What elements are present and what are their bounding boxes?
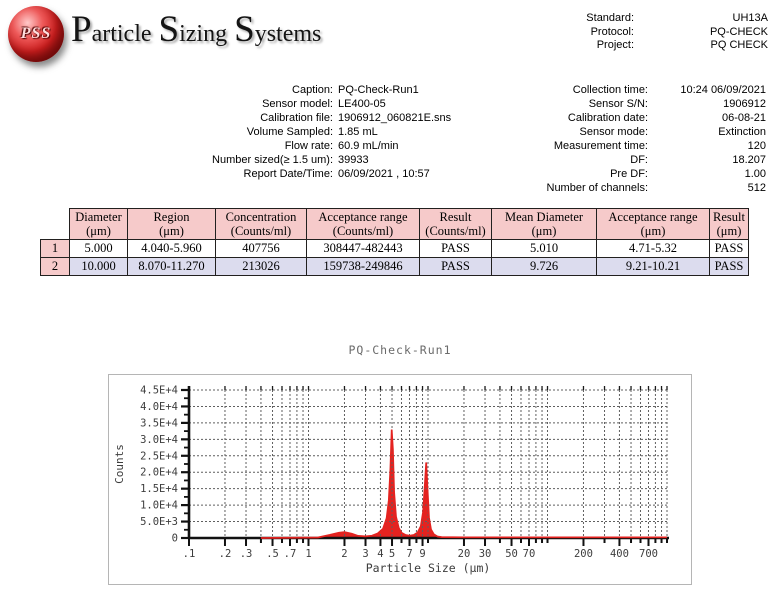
svg-text:70: 70 <box>522 548 536 560</box>
table-corner-cell <box>41 209 70 240</box>
svg-text:2: 2 <box>341 548 348 560</box>
cell-mean-diameter: 9.726 <box>492 258 597 276</box>
protocol-label: Protocol: <box>590 25 634 38</box>
svg-text:3.5E+4: 3.5E+4 <box>140 417 178 430</box>
sensor-mode-label: Sensor mode: <box>579 126 648 138</box>
pss-logo-text: PSS <box>20 25 52 42</box>
caption-value: PQ-Check-Run1 <box>338 84 419 96</box>
row-number: 1 <box>41 240 70 258</box>
channels-label: Number of channels: <box>546 182 648 194</box>
col-header-concentration: Concentration (Counts/ml) <box>216 209 307 240</box>
svg-text:4.5E+4: 4.5E+4 <box>140 384 178 397</box>
measurement-time-label: Measurement time: <box>553 140 648 152</box>
svg-text:1: 1 <box>305 548 312 560</box>
svg-text:4: 4 <box>377 548 384 560</box>
chart-svg <box>109 375 691 584</box>
standard-value: UH13A <box>732 12 768 24</box>
col-header-acceptance-um: Acceptance range (μm) <box>597 209 710 240</box>
calibration-file-value: 1906912_060821E.sns <box>338 112 452 124</box>
svg-text:20: 20 <box>457 548 471 560</box>
cell-diameter: 10.000 <box>70 258 128 276</box>
table-header-row <box>41 209 749 240</box>
sensor-model-label: Sensor model: <box>262 98 333 110</box>
header-meta <box>586 12 768 53</box>
caption-label: Caption: <box>292 84 333 96</box>
col-header-result-um: Result (μm) <box>710 209 749 240</box>
svg-text:3: 3 <box>362 548 369 560</box>
svg-text:.7: .7 <box>283 548 297 560</box>
sensor-mode-value: Extinction <box>718 126 766 138</box>
cell-region: 4.040-5.960 <box>128 240 216 258</box>
svg-text:5: 5 <box>388 548 396 560</box>
number-sized-value: 39933 <box>338 154 369 166</box>
cell-acceptance-um: 9.21-10.21 <box>597 258 710 276</box>
brand-low: article <box>91 21 152 47</box>
cell-result-counts: PASS <box>420 240 492 258</box>
df-label: DF: <box>630 154 648 166</box>
svg-text:0: 0 <box>171 532 178 545</box>
svg-text:3.0E+4: 3.0E+4 <box>140 433 178 446</box>
cell-region: 8.070-11.270 <box>128 258 216 276</box>
cell-concentration: 213026 <box>216 258 307 276</box>
brand-cap: P <box>71 9 92 50</box>
report-datetime-label: Report Date/Time: <box>243 168 333 180</box>
standard-label: Standard: <box>586 12 634 24</box>
row-number: 2 <box>41 258 70 276</box>
collection-info <box>547 83 767 195</box>
col-header-result-counts: Result (Counts/ml) <box>420 209 492 240</box>
col-header-mean-diameter: Mean Diameter (μm) <box>492 209 597 240</box>
calibration-date-label: Calibration date: <box>567 112 648 124</box>
brand-name <box>71 8 328 51</box>
volume-sampled-label: Volume Sampled: <box>246 126 333 138</box>
flow-rate-label: Flow rate: <box>284 140 333 152</box>
svg-text:7: 7 <box>406 548 413 560</box>
cell-acceptance-counts: 159738-249846 <box>307 258 420 276</box>
svg-text:Counts: Counts <box>113 444 126 484</box>
project-value: PQ CHECK <box>710 39 768 51</box>
protocol-value: PQ-CHECK <box>709 25 768 38</box>
svg-text:.2: .2 <box>218 548 232 560</box>
svg-text:2.5E+4: 2.5E+4 <box>140 450 178 463</box>
run-info <box>95 83 451 181</box>
svg-text:Particle Size (μm): Particle Size (μm) <box>365 561 491 575</box>
table-row <box>41 258 749 276</box>
cell-mean-diameter: 5.010 <box>492 240 597 258</box>
results-table <box>40 208 749 276</box>
channels-value: 512 <box>747 182 766 194</box>
chart-title: PQ-Check-Run1 <box>348 343 452 357</box>
cell-concentration: 407756 <box>216 240 307 258</box>
cell-result-um: PASS <box>710 240 749 258</box>
svg-text:.3: .3 <box>239 548 253 560</box>
svg-text:30: 30 <box>478 548 492 560</box>
sensor-model-value: LE400-05 <box>338 98 386 110</box>
calibration-file-label: Calibration file: <box>260 112 333 124</box>
cell-result-um: PASS <box>710 258 749 276</box>
brand-low: izing <box>179 21 228 47</box>
pss-logo <box>8 6 64 62</box>
number-sized-label: Number sized(≥ 1.5 um): <box>212 154 333 166</box>
svg-text:200: 200 <box>573 548 593 560</box>
pre-df-label: Pre DF: <box>610 168 648 180</box>
svg-text:1.5E+4: 1.5E+4 <box>140 483 178 496</box>
svg-text:.1: .1 <box>182 548 196 560</box>
sensor-sn-label: Sensor S/N: <box>588 98 648 110</box>
svg-text:400: 400 <box>609 548 629 560</box>
col-header-region: Region (μm) <box>128 209 216 240</box>
svg-text:50: 50 <box>505 548 518 560</box>
calibration-date-value: 06-08-21 <box>721 112 766 124</box>
sensor-sn-value: 1906912 <box>723 98 766 110</box>
volume-sampled-value: 1.85 mL <box>338 126 378 138</box>
flow-rate-value: 60.9 mL/min <box>338 140 399 152</box>
cell-acceptance-um: 4.71-5.32 <box>597 240 710 258</box>
chart-panel <box>108 374 692 585</box>
brand-low: ystems <box>254 21 322 47</box>
col-header-diameter: Diameter (μm) <box>70 209 128 240</box>
pre-df-value: 1.00 <box>744 168 766 180</box>
measurement-time-value: 120 <box>747 140 766 152</box>
col-header-acceptance-counts: Acceptance range (Counts/ml) <box>307 209 420 240</box>
svg-text:9: 9 <box>419 548 426 560</box>
svg-text:4.0E+4: 4.0E+4 <box>140 400 178 413</box>
project-label: Project: <box>596 39 634 51</box>
table-row <box>41 240 749 258</box>
svg-text:700: 700 <box>639 548 658 560</box>
svg-text:.5: .5 <box>266 548 279 560</box>
svg-text:1.0E+4: 1.0E+4 <box>140 499 178 512</box>
svg-text:2.0E+4: 2.0E+4 <box>140 466 178 479</box>
collection-time-label: Collection time: <box>572 84 648 96</box>
brand-cap: S <box>158 9 180 50</box>
df-value: 18.207 <box>732 154 766 166</box>
collection-time-value: 10:24 06/09/2021 <box>680 84 766 96</box>
brand-cap: S <box>234 9 255 50</box>
cell-acceptance-counts: 308447-482443 <box>307 240 420 258</box>
svg-text:5.0E+3: 5.0E+3 <box>140 516 178 529</box>
cell-diameter: 5.000 <box>70 240 128 258</box>
cell-result-counts: PASS <box>420 258 492 276</box>
report-datetime-value: 06/09/2021 , 10:57 <box>338 168 430 180</box>
